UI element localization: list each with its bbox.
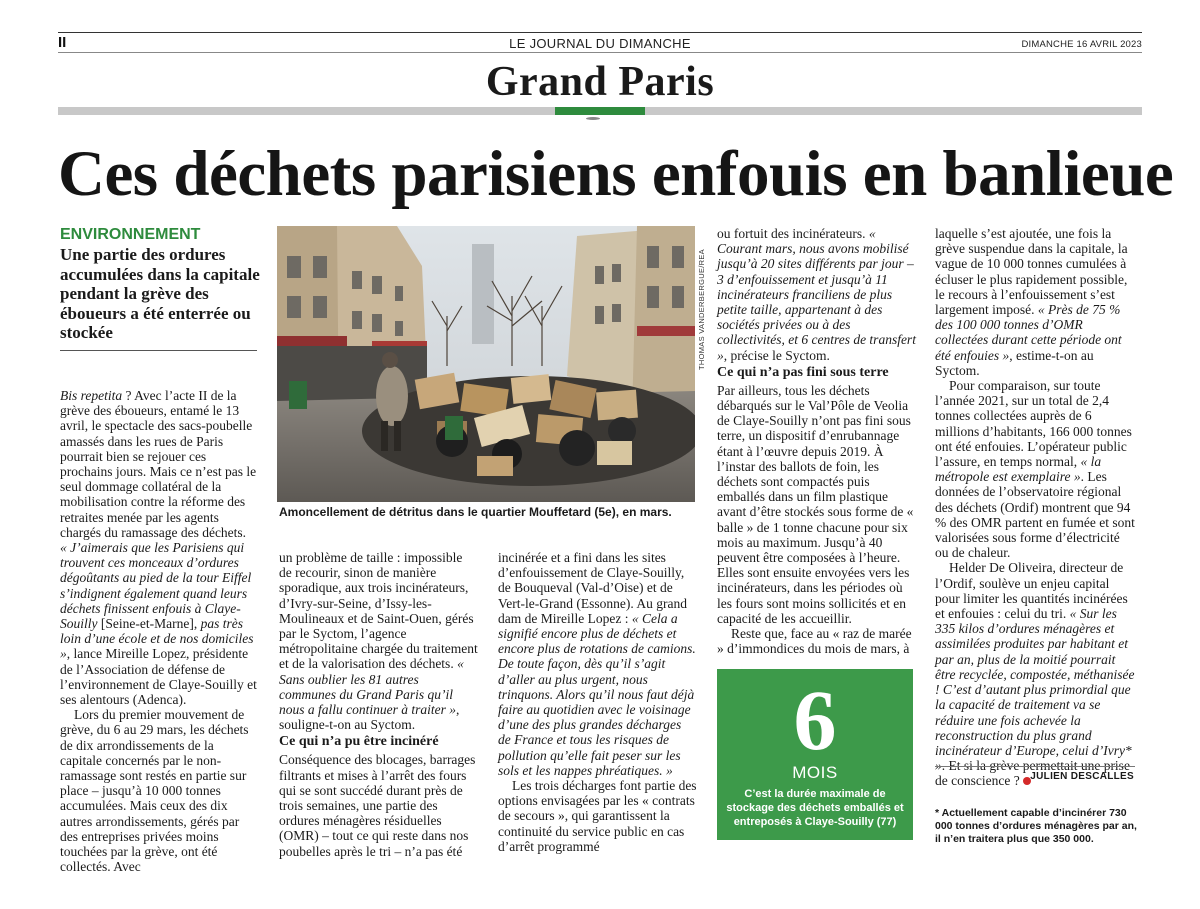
- article-kicker: ENVIRONNEMENT: [60, 226, 201, 243]
- paragraph: . Et si la grève permettait une prise de conscience ?: [935, 758, 1130, 789]
- byline-rule: [935, 766, 1135, 767]
- footnote: * Actuellement capable d’incinérer 730 000 tonnes d’ordures ménagères par an, il n’en traitera plus que 350 000.: [935, 807, 1137, 845]
- column-5: [935, 226, 1135, 789]
- paragraph: , précise le Syctom.: [723, 347, 830, 363]
- quote: « la métropole est exemplaire »: [935, 454, 1102, 485]
- paragraph: un problème de taille : impossible de recourir, sinon de manière sporadique, aux trois incinérateurs, d’Ivry-sur-Seine, d’Issy-les-Moulineaux et de Saint-Ouen, gérés par le Syctom, l’agence métropolitaine chargée du traitement et de la valorisation des déchets.: [279, 550, 478, 672]
- paragraph: incinérée et a fini dans les sites d’enfouissement de Claye-Souilly, de Bouqueval (Val-d’Oise) et de Vert-le-Grand (Essonne). Au grand dam de Mireille Lopez :: [498, 550, 687, 626]
- quote: « Sans oublier les 81 autres communes du Grand Paris qu’il nous a fallu continuer à traiter »: [279, 656, 464, 718]
- quote: « Sur les 335 kilos d’ordures ménagères et assimilées produites par habitant et par an, plus de la moitié pourrait être recyclée, compostée, méthanisée ! C’est d’autant plus primordial que la capacité de traitement va se réduire une fois achevée la reconstruction du plus grand incinérateur d’Europe, celui d’Ivry* »: [935, 606, 1135, 774]
- page-folio: II: [58, 34, 67, 51]
- paragraph: , souligne-t-on au Syctom.: [279, 702, 460, 733]
- photo-caption: Amoncellement de détritus dans le quartier Mouffetard (5e), en mars.: [279, 505, 672, 519]
- paragraph: Lors du premier mouvement de grève, du 6 au 29 mars, les déchets de dix arrondissements de la capitale concernés par le non-ramassage sont restés en partie sur place – jusqu’à 10 000 tonnes accumulées. Mais ceux des dix autres arrondissements, gérés par des entreprises privées moins touchées par la grève, ont été collectés. Avec: [60, 707, 249, 875]
- paragraph: Conséquence des blocages, barrages filtrants et mises à l’arrêt des fours qui se sont succédé durant près de trois semaines, une partie des ordures ménagères résiduelles (OMR) – tout ce qui reste dans nos poubelles après le tri – n’a pas été: [279, 752, 476, 859]
- stat-unit: MOIS: [792, 763, 838, 782]
- subheading: Ce qui n’a pas fini sous terre: [717, 364, 889, 380]
- paragraph: laquelle s’est ajoutée, une fois la grève suspendue dans la capitale, la vague de 10 000 tonnes cumulées à écluser le plus rapidement possible, le recours à l’enfouissement s’est largement imposé.: [935, 226, 1128, 318]
- subheading: Ce qui n’a pu être incinéré: [279, 734, 439, 750]
- section-accent: [555, 107, 645, 115]
- masthead-top-rule: [58, 32, 1142, 33]
- photo-credit: THOMAS VANDERBERGUE/REA: [697, 249, 706, 370]
- column-3: [498, 550, 697, 854]
- paragraph: Helder De Oliveira, directeur de l’Ordif, soulève un enjeu capital pour limiter les quantités incinérées et enfouies : celui du tri.: [935, 560, 1128, 622]
- paragraph: ? Avec l’acte II de la grève des éboueurs, entamé le 13 avril, le spectacle des sacs-poubelle amassés dans les rues de Paris pourrait bien se rejouer ces prochains jours. Mais ce n’est pas le seul dommage collatéral de la mobilisation contre la réforme des retraites menée par les agents chargés du ramassage des déchets.: [60, 388, 257, 540]
- paragraph: Par ailleurs, tous les déchets débarqués sur le Val’Pôle de Veolia de Claye-Souilly n’ont pas fini sous terre, un dispositif d’enrubannage étant à l’œuvre depuis 2019. À l’instar des ballots de foin, les déchets sont compactés puis emballés dans un film plastique avant d’être stockés sous forme de « balle » de 1 tonne chacune pour six mois au maximum. Jusqu’à 40 peuvent être composées à l’heure. Elles sont ensuite envoyées vers les incinérateurs, dans les périodes où les fours sont moins sollicités et en capacité de les accueillir.: [717, 382, 914, 626]
- article-byline: JULIEN DESCALLES: [1030, 771, 1134, 782]
- paragraph: [Seine-et-Marne],: [97, 616, 201, 632]
- paragraph: , lance Mireille Lopez, présidente de l’Association de défense de l’environnement de Claye-Souilly et ses alentours (Adenca).: [60, 646, 257, 708]
- quote: « Cela a signifié encore plus de déchets et encore plus de rotations de camions. De toute façon, dès qu’il s’agit d’aller au plus urgent, nous trinquons. Alors qu’il nous faut déjà faire au quotidien avec le voisinage d’une des plus grandes décharges de France et tous les risques de pollution qu’elle fait peser sur les sols et les nappes phréatiques. »: [498, 610, 696, 778]
- paragraph: ou fortuit des incinérateurs.: [717, 226, 869, 241]
- paragraph: . Les données de l’observatoire régional des déchets (Ordif) montrent que 94 % des OMR partent en fumée et sont valorisées sous forme d’électricité ou de chaleur.: [935, 469, 1135, 561]
- paragraph: , estime-t-on au Syctom.: [935, 347, 1094, 378]
- standfirst-rule: [60, 350, 257, 351]
- paragraph: Les trois décharges font partie des options envisagées par les « contrats de secours », qui garantissent la continuité du service public en cas d’arrêt programmé: [498, 778, 697, 854]
- newspaper-name: LE JOURNAL DU DIMANCHE: [509, 36, 691, 51]
- stat-box: [717, 669, 913, 840]
- section-mark: [586, 117, 600, 120]
- issue-date: DIMANCHE 16 AVRIL 2023: [1021, 39, 1142, 50]
- quote: « Courant mars, nous avons mobilisé jusqu’à 20 sites différents par jour – 3 d’enfouissement et jusqu’à 11 incinérateurs franciliens de plus petite taille, appartenant à des sociétés privées ou à des collectivités, et 6 centres de transfert »: [717, 226, 916, 363]
- lead-in: Bis repetita: [60, 388, 123, 403]
- garbage-street-photo: [277, 226, 695, 502]
- paragraph: Reste que, face au « raz de marée » d’immondices du mois de mars, à: [717, 626, 912, 657]
- quote: pas très loin d’une école et de nos domiciles »: [60, 616, 254, 662]
- stat-number: 6: [793, 672, 837, 768]
- paragraph: Pour comparaison, sur toute l’année 2021, sur un total de 2,4 tonnes collectées auprès de 6 millions d’habitants, 166 000 tonnes ont été enfouies. L’opérateur public l’assure, en temps normal,: [935, 378, 1132, 470]
- quote: « Près de 75 % des 100 000 tonnes d’OMR collectées durant cette période ont été enfouies »: [935, 302, 1122, 363]
- quote: « J’aimerais que les Parisiens qui trouvent ces monceaux d’ordures dégoûtants au pied de la tour Eiffel s’indignent également quand leurs déchets finissent enfouis à Claye-Souilly: [60, 540, 252, 632]
- stat-description: C’est la durée maximale de stockage des déchets emballés et entreposés à Claye-Souilly (77): [726, 788, 904, 828]
- article-headline: Ces déchets parisiens enfouis en banlieue: [58, 138, 1174, 210]
- column-1: [60, 388, 259, 875]
- column-2: [279, 550, 478, 859]
- column-4: [717, 226, 916, 656]
- masthead-bottom-rule: [58, 52, 1142, 53]
- article-standfirst: Une partie des ordures accumulées dans la capitale pendant la grève des éboueurs a été enterrée ou stockée: [60, 245, 260, 342]
- section-title: Grand Paris: [485, 59, 715, 105]
